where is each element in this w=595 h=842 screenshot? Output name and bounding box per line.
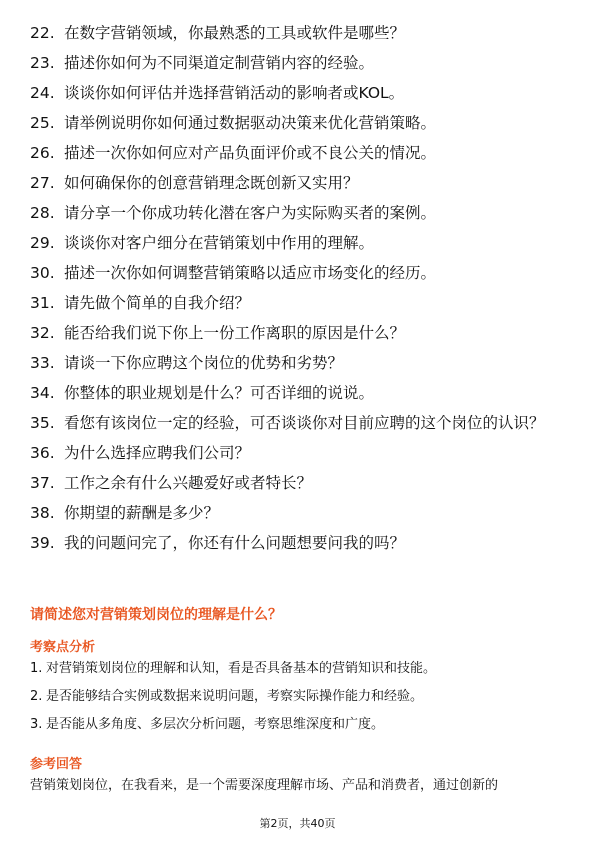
question-number: 28. xyxy=(30,204,55,222)
question-text: 请先做个简单的自我介绍？ xyxy=(64,294,251,312)
question-item xyxy=(30,262,570,284)
question-text: 描述一次你如何应对产品负面评价或不良公关的情况。 xyxy=(64,144,437,162)
question-text: 请分享一个你成功转化潜在客户为实际购买者的案例。 xyxy=(64,204,437,222)
question-item xyxy=(30,172,570,194)
question-number: 31. xyxy=(30,294,55,312)
analysis-number: 2. xyxy=(30,689,43,704)
question-item xyxy=(30,382,570,404)
question-text: 如何确保你的创意营销理念既创新又实用？ xyxy=(64,174,359,192)
analysis-text: 对营销策划岗位的理解和认知，看是否具备基本的营销知识和技能。 xyxy=(46,661,437,676)
question-text: 请举例说明你如何通过数据驱动决策来优化营销策略。 xyxy=(64,114,437,132)
question-number: 38. xyxy=(30,504,55,522)
question-text: 我的问题问完了，你还有什么问题想要问我的吗？ xyxy=(64,534,406,552)
question-item xyxy=(30,502,570,524)
question-text: 请谈一下你应聘这个岗位的优势和劣势？ xyxy=(64,354,344,372)
question-item xyxy=(30,352,570,374)
question-number: 34. xyxy=(30,384,55,402)
analysis-item xyxy=(30,660,570,678)
question-text: 工作之余有什么兴趣爱好或者特长？ xyxy=(64,474,313,492)
question-number: 23. xyxy=(30,54,55,72)
question-list xyxy=(30,22,570,562)
question-number: 22. xyxy=(30,24,55,42)
question-text: 描述一次你如何调整营销策略以适应市场变化的经历。 xyxy=(64,264,437,282)
question-number: 30. xyxy=(30,264,55,282)
question-text: 谈谈你如何评估并选择营销活动的影响者或KOL。 xyxy=(64,84,405,102)
question-number: 26. xyxy=(30,144,55,162)
analysis-item xyxy=(30,688,570,706)
question-number: 37. xyxy=(30,474,55,492)
question-number: 33. xyxy=(30,354,55,372)
analysis-number: 1. xyxy=(30,661,43,676)
question-number: 24. xyxy=(30,84,55,102)
question-item xyxy=(30,532,570,554)
question-text: 为什么选择应聘我们公司？ xyxy=(64,444,251,462)
question-number: 29. xyxy=(30,234,55,252)
question-item xyxy=(30,112,570,134)
question-text: 描述你如何为不同渠道定制营销内容的经验。 xyxy=(64,54,375,72)
page-footer: 第2页，共40页 xyxy=(259,817,336,830)
analysis-text: 是否能够结合实例或数据来说明问题，考察实际操作能力和经验。 xyxy=(46,689,424,704)
question-item xyxy=(30,292,570,314)
question-text: 能否给我们说下你上一份工作离职的原因是什么？ xyxy=(64,324,406,342)
question-text: 你期望的薪酬是多少？ xyxy=(64,504,220,522)
question-number: 35. xyxy=(30,414,55,432)
question-item xyxy=(30,232,570,254)
question-text: 你整体的职业规划是什么？可否详细的说说。 xyxy=(64,384,375,402)
question-item xyxy=(30,22,570,44)
question-text: 在数字营销领域，你最熟悉的工具或软件是哪些？ xyxy=(64,24,406,42)
question-number: 25. xyxy=(30,114,55,132)
analysis-heading: 考察点分析 xyxy=(30,640,96,655)
question-item xyxy=(30,322,570,344)
question-item xyxy=(30,412,570,434)
analysis-number: 3. xyxy=(30,717,43,732)
answer-heading: 参考回答 xyxy=(30,757,83,772)
question-item xyxy=(30,82,570,104)
question-text: 谈谈你对客户细分在营销策划中作用的理解。 xyxy=(64,234,375,252)
answer-paragraph: 营销策划岗位，在我看来，是一个需要深度理解市场、产品和消费者，通过创新的 xyxy=(30,778,499,793)
analysis-text: 是否能从多角度、多层次分析问题，考察思维深度和广度。 xyxy=(46,717,385,732)
analysis-item xyxy=(30,716,570,734)
question-text: 看您有该岗位一定的经验，可否谈谈你对目前应聘的这个岗位的认识？ xyxy=(64,414,545,432)
question-item xyxy=(30,142,570,164)
question-number: 39. xyxy=(30,534,55,552)
question-number: 27. xyxy=(30,174,55,192)
question-item xyxy=(30,202,570,224)
analysis-list xyxy=(30,660,570,744)
question-item xyxy=(30,442,570,464)
question-number: 36. xyxy=(30,444,55,462)
question-item xyxy=(30,472,570,494)
question-item xyxy=(30,52,570,74)
section-title: 请简述您对营销策划岗位的理解是什么？ xyxy=(30,607,282,623)
question-number: 32. xyxy=(30,324,55,342)
